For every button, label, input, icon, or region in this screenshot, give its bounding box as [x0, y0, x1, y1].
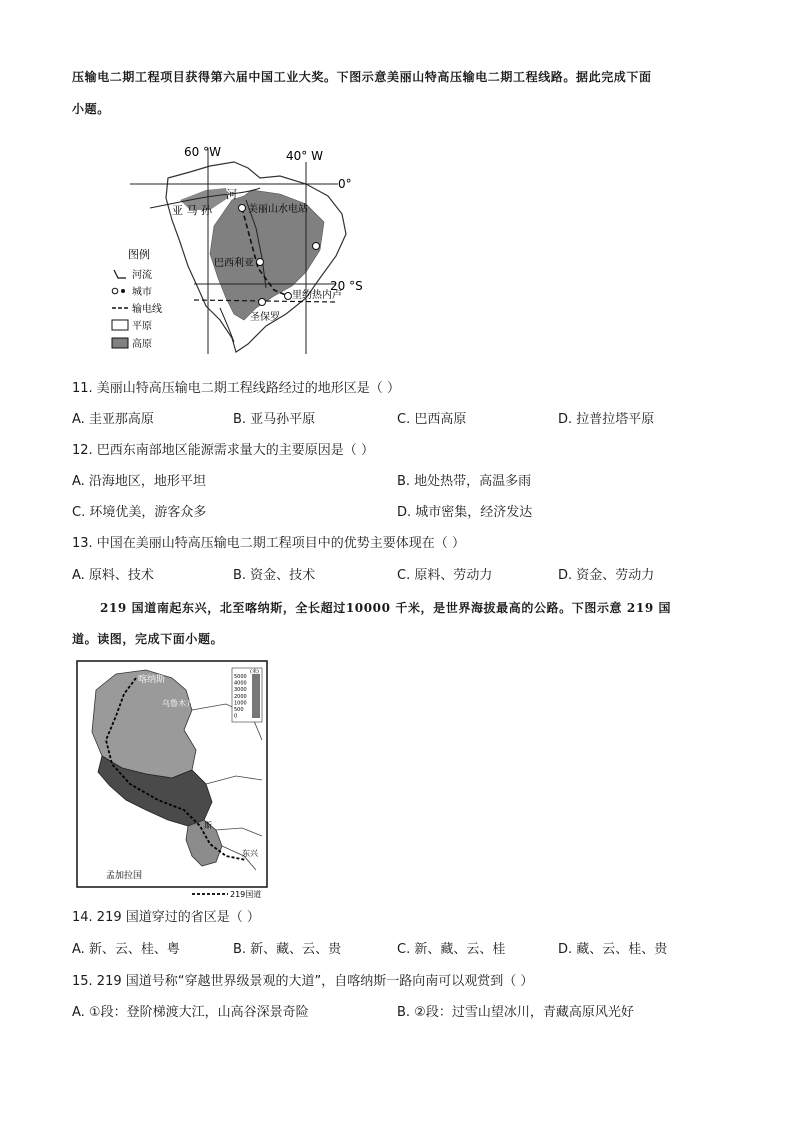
q12-option-b: B. 地处热带，高温多雨	[397, 474, 532, 489]
legend-city: 城市	[132, 287, 152, 298]
question-11-stem: 11. 美丽山特高压输电二期工程线路经过的地形区是（ ）	[72, 381, 400, 396]
label-amazon: 亚 马 孙	[172, 204, 212, 217]
label-20s: 20 °S	[330, 279, 363, 293]
q11-option-d: D. 拉普拉塔平原	[558, 412, 655, 427]
elevation-label: 500	[234, 707, 244, 713]
label-belo-monte: 美丽山水电站	[248, 204, 308, 215]
legend-title: 图例	[128, 248, 150, 261]
legend-line: 输电线	[132, 304, 162, 315]
q13-option-d: D. 资金、劳动力	[558, 568, 655, 583]
intro-paragraph-line: 压输电二期工程项目获得第六届中国工业大奖。下图示意美丽山特高压输电二期工程线路。据此完成下面	[72, 70, 652, 84]
intro-paragraph-line: 小题。	[72, 102, 110, 116]
q14-option-a: A. 新、云、桂、粤	[72, 942, 180, 957]
label-60w: 60 °W	[184, 145, 221, 159]
label-rio: 里约热内卢	[292, 290, 342, 301]
q13-option-a: A. 原料、技术	[72, 568, 154, 583]
plateau-swatch-icon	[112, 338, 128, 348]
elevation-label: 0	[234, 713, 238, 720]
label-40w: 40° W	[286, 149, 323, 163]
route-legend-label: 219国道	[230, 890, 262, 899]
city-icon	[121, 289, 125, 293]
label-kanas: 喀纳斯	[138, 675, 166, 685]
city-coastal	[313, 243, 320, 250]
label-sao-paulo: 圣保罗	[250, 312, 280, 323]
q12-option-d: D. 城市密集，经济发达	[397, 505, 533, 520]
elevation-label: 2000	[234, 693, 247, 700]
q11-option-b: B. 亚马孙平原	[233, 412, 316, 427]
river-icon	[114, 270, 126, 278]
q13-option-b: B. 资金、技术	[233, 568, 316, 583]
q14-option-c: C. 新、藏、云、桂	[397, 942, 506, 957]
q12-option-c: C. 环境优美，游客众多	[72, 505, 207, 520]
q11-option-c: C. 巴西高原	[397, 412, 467, 427]
route-219-map-figure	[76, 660, 270, 900]
q14-option-b: B. 新、藏、云、贵	[233, 942, 342, 957]
elevation-unit: (米)	[250, 669, 259, 675]
plain-swatch-icon	[112, 320, 128, 330]
intro-paragraph-line: 道。读图，完成下面小题。	[72, 632, 224, 646]
elevation-label: 3000	[234, 687, 247, 694]
city-rio	[285, 293, 292, 300]
q15-option-b: B. ②段：过雪山望冰川，青藏高原风光好	[397, 1005, 634, 1020]
brazil-map-figure	[110, 138, 372, 358]
question-14-stem: 14. 219 国道穿过的省区是（ ）	[72, 910, 260, 925]
elevation-label: 1000	[234, 700, 247, 707]
elevation-label: 5000	[234, 674, 247, 680]
question-15-stem: 15. 219 国道号称“穿越世界级景观的大道”，自喀纳斯一路向南可以观赏到（ ）	[72, 974, 534, 989]
label-brasilia: 巴西利亚	[214, 258, 254, 269]
q13-option-c: C. 原料、劳动力	[397, 568, 493, 583]
legend-river: 河流	[132, 270, 152, 281]
elevation-color-bar	[252, 674, 260, 718]
city-brasilia	[257, 259, 264, 266]
legend-plain: 平原	[132, 321, 152, 332]
label-bangladesh: 孟加拉国	[106, 871, 143, 881]
city-belo-monte	[239, 205, 246, 212]
label-region: 斯	[204, 821, 212, 830]
legend-plateau: 高原	[132, 339, 152, 350]
question-13-stem: 13. 中国在美丽山特高压输电二期工程项目中的优势主要体现在（ ）	[72, 536, 465, 551]
label-dongxing: 东兴	[242, 849, 258, 858]
question-12-stem: 12. 巴西东南部地区能源需求量大的主要原因是（ ）	[72, 443, 374, 458]
q15-option-a: A. ①段：登阶梯渡大江，山高谷深景奇险	[72, 1005, 309, 1020]
label-equator: 0°	[338, 177, 352, 191]
label-river: 河	[226, 188, 237, 201]
q11-option-a: A. 圭亚那高原	[72, 412, 154, 427]
map-legend	[112, 247, 162, 350]
city-icon	[112, 288, 118, 294]
q12-option-a: A. 沿海地区，地形平坦	[72, 474, 206, 489]
q14-option-d: D. 藏、云、桂、贵	[558, 942, 668, 957]
elevation-label: 4000	[234, 680, 247, 687]
label-urumqi: 乌鲁木齐	[162, 699, 194, 708]
intro-paragraph-line: 219 国道南起东兴，北至喀纳斯，全长超过10000 千米，是世界海拔最高的公路。下图示意 219 国	[100, 601, 672, 615]
city-sao-paulo	[259, 299, 266, 306]
